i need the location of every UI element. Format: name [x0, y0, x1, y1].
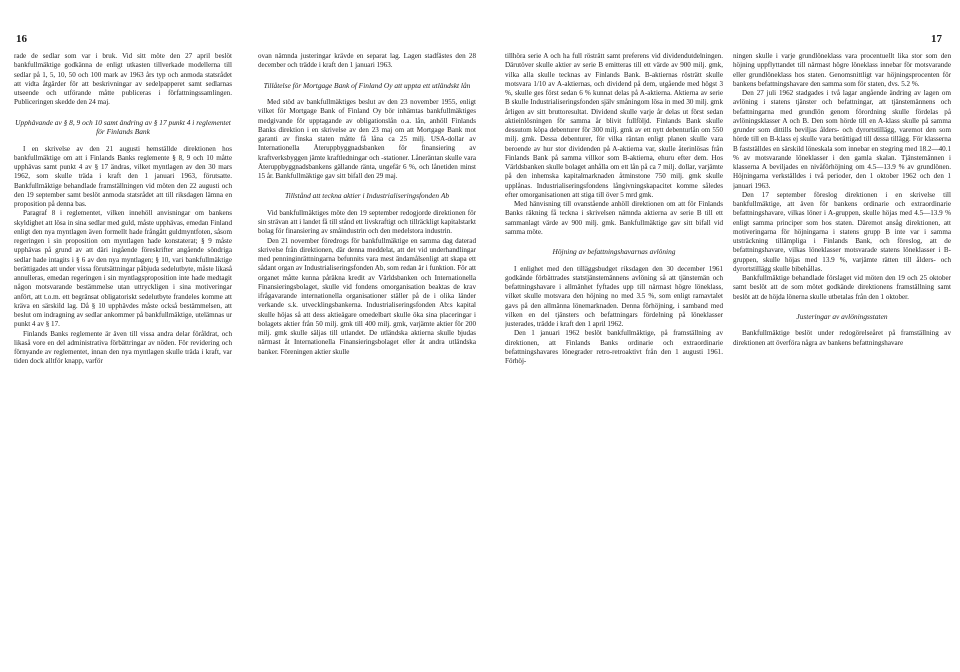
paragraph: Vid bankfullmäktiges möte den 19 september redogjorde direktionen för sin strävan att i landet få till stånd ett livskraftigt och tillräckligt kapitalstarkt bolag för finansiering av småindustrin och den medelstora industrin.: [258, 208, 476, 236]
section-heading: Höjning av befattningshavarnas avlöning: [552, 247, 676, 256]
paragraph: Paragraf 8 i reglementet, vilken innehöll anvisningar om bankens skyldighet att lösa in sina sedlar med guld, måste upphävas, emedan Finland enligt den nya myntlagen även formellt hade frångått guldmyntfoten, såsom regeringen i sin proposition om myntlagen hade konstaterat; § 9 måste upphävas på grund av att däri ingående föreskrifter angående söndriga sedlar hade intagits i § 6 av den nya myntlagen; § 10, vari bankfullmäktige berättigades att under vissa förutsättningar påbjuda sedelutbyte, måste likaså annulleras, emedan regeringen i sin myntlagsproposition inte hade medtagit någon motsvarande bestämmelse utan uttryckligen i sina motiveringar anfört, att t.o.m. ett begränsat obligatoriskt sedelutbyte frandeles komme att kräva en särskild lag. Då § 10 upphävdes måste också bestämmelsen, att beslut om indragning av sedlar ankommer på bankfullmäktige, utelämnas ur punkt 4 av § 17.: [14, 209, 232, 329]
paragraph: I enlighet med den tilläggsbudget riksdagen den 30 december 1961 godkände förbättrades statstjänstemännens avlöning så att tjänstemän och befattningshavare i allmänhet fyftades upp till närmast högre löneklass, vilket skulle motsvara den höjning no med 3.5 %, som enligt ramavtalet gavs på den allmänna lönemarknaden. Denna förhöjning, i samband med vilken en del tjänsters och befattningars fördelning på löneklasser justerades, trädde i kraft den 1 april 1962.: [505, 264, 723, 328]
paragraph: ovan nämnda justeringar krävde en separat lag. Lagen stadfästes den 28 december och trädde i kraft den 1 januari 1963.: [258, 52, 476, 70]
paragraph: Med stöd av bankfullmäktiges beslut av den 23 november 1955, enligt vilket för Mortgage Bank of Finland Oy bör inhämtas bankfullmäktiges medgivande för upptagande av obligationslån o.a. lån, anhöll Finlands Banks direktion i en skrivelse av den 23 maj om att Mortgage Bank mot garanti av finska staten måtte få låna ca 25 milj. USA-dollar av Internationella Återuppbyggnadsbanken för finansiering av kraftverksbyggen jämte kraftledningar och -stationer. Låneräntan skulle vara Återuppbyggnadsbankens gällande ränta, ungefär 6 %, och lånetiden minst 15 år. Bankfullmäktige gav sitt bifall den 29 maj.: [258, 98, 476, 180]
paragraph: Den 1 januari 1962 beslöt bankfullmäktige, på framställning av direktionen, att Finlands Banks ordinarie och extraordinarie befattningshavares lönegrader retro-retroaktivt från den 1 augusti 1961. Förhöj-: [505, 329, 723, 365]
paragraph: Den 27 juli 1962 stadgades i två lagar angående ändring av lagen om avlöning i statens tjänster och befattningar, att tjänstemännens och befattningarna med grundlön genom förordning skulle fördelas på avlöningsklasser A och B. Den som hörde till en A-klass skulle på samma grunder som dittills beviljas ålders- och dyrortstillägg, varemot den som hörde till en B-klass ej skulle vara berättigad till dessa tillägg. För klasserna B fastställdes en särskild löneskala som innebar en stegring med 18.2—40.1 % av motsvarande löneklasser i den gamla skalan. Tjänstemännen i klasserna A beviljades en nivåförhöjning om 4.5—13.9 % av grundlönen. Höjningarna verkställdes i två perioder, den 1 oktober 1962 och den 1 januari 1963.: [733, 89, 951, 190]
paragraph: rade de sedlar som var i bruk. Vid sitt möte den 27 april beslöt bankfullmäktige godkänna de enligt utkasten tillverkade modellerna till sedlar på 1, 5, 10, 50 och 100 mark av 1963 års typ och anmoda statsrådet att vidta åtgärder för att beskrivningar av sedelpapperet samt sedlarnas utseende och utförande måtte publiceras i författningssamlingen. Publiceringen skedde den 24 maj.: [14, 52, 232, 107]
section-heading: Upphävande av § 8, 9 och 10 samt ändring av § 17 punkt 4 i reglementet för Finlands Bank: [15, 117, 231, 136]
section-heading: Tillåtelse för Mortgage Bank of Finland Oy att uppta ett utländskt lån: [263, 80, 471, 90]
text-column-3: [505, 52, 723, 664]
paragraph: Bankfullmäktige beslöt under redogörelseåret på framställning av direktionen att överföra några av bankens befattningshavare: [733, 329, 951, 347]
paragraph: I en skrivelse av den 21 augusti hemställde direktionen hos bankfullmäktige om att i Finlands Banks reglemente § 8, 9 och 10 måtte upphävas samt punkt 4 av § 17 ändras, vilket myntlagen av den 30 mars 1962, som skulle träda i kraft den 1 januari 1963, förutsatte. Bankfullmäktige behandlade framställningen vid möten den 22 augusti och den 19 september samt beslöt anmoda statsrådet att till riksdagen lämna en proposition på denna bas.: [14, 144, 232, 208]
section-heading: Tillstånd att teckna aktier i Industrialiseringsfonden Ab: [284, 191, 450, 201]
paragraph: Bankfullmäktige behandlade förslaget vid möten den 19 och 25 oktober samt beslöt att de som mötet godkände direktionens framställning samt beslöt att de höjda lönerna skulle utbetalas från den 1 oktober.: [733, 274, 951, 301]
section-heading: Justeringar av avlöningsstaten: [796, 311, 888, 321]
paragraph: Den 21 november föredrogs för bankfullmäktige en samma dag daterad skrivelse från direktionen, där denna meddelat, att det vid underhandlingar med penninginrättningarna befunnits vara mest ändamålsenligt att skapa ett sådant organ av Industrialiseringsfonden Ab, som redan är i funktion. För att organet måtte kunna påräkna kredit av Världsbanken och Internationella Finansieringsbolaget, skulle vid fondens omorganisation beaktas de krav ifrågavarande internationella organisationer ställer på de i olika länder verkande s.k. utvecklingsbankerna. Industrialiseringsfonden Ab:s kapital skulle höjas så att dess aktieägare omedelbart skulle öka sina placeringar i bolagets aktier från 50 milj. gmk till 400 milj. gmk, varjämte aktier för 200 milj. gmk skulle säljas till utlandet. De utländska aktierna skulle bjudas närmast åt Internationella Finansieringsbolaget eller åt andra utländska banker. Föreningen aktier skulle: [258, 236, 476, 356]
text-column-2: [258, 52, 476, 664]
paragraph: ningen skulle i varje grundlöneklass vara procentuellt lika stor som den höjning uppflyttandet till närmast högre löneklass innebar för motsvarande eller grundlöneklass hos staten. Genomsnittligt var höjningsprocenten för bankens befattningshavare den samma som för staten, dvs. 5.2 %.: [733, 52, 951, 88]
text-column-1: [14, 52, 232, 664]
text-column-4: [733, 52, 951, 664]
paragraph: Den 17 september föreslog direktionen i en skrivelse till bankfullmäktige, att även för bankens ordinarie och extraordinarie befattningshavare, vilkas löner i A-gruppen, skulle höjas med 4.5—13.9 % enligt samma principer som hos staten. Däremot ansåg direktionen, att motiveringarna för höjningarna i statens grupp B inte var i samma utsträckning tillämpliga i Finlands Bank, och föreslog, att de befattningshavare, vilkas löneklasser motsvarade statens löneklasser i B-gruppen, skulle höjas med 13.9 %, varjämte rätten till ålders- och dyrortstillägg skulle bibehållas.: [733, 190, 951, 273]
page-number-right: 17: [931, 33, 942, 45]
paragraph: Med hänvisning till ovanstående anhöll direktionen om att för Finlands Banks räkning få teckna i skrivelsen nämnda aktierna av serie B till ett sammanlagt värde av 900 milj. gmk. Bankfullmäktige gav sitt bifall vid samma möte.: [505, 200, 723, 236]
paragraph: Finlands Banks reglemente är även till vissa andra delar föråldrat, och likaså vore en del administrativa förbättringar av nöden. För revidering och förnyande av reglementet, innan den nya myntlagen skulle träda i kraft, var tiden dock alltför knapp, varför: [14, 329, 232, 366]
paragraph: tillhöra serie A och ha full rösträtt samt preferens vid dividendutdelningen. Därutöver skulle aktier av serie B emitteras till ett värde av 900 milj. gmk, vilka alla skulle tecknas av Finlands Bank. B-aktiernas rösträtt skulle motsvara 1/10 av A-aktiernas, och dividend på dem, utgående med högst 3 %, skulle ges först sedan 6 % kunnat delas på A-aktierna. Aktierna av serie B skulle Industrialiseringsfonden själv småningom lösa in med 30 milj. gmk årligen av sitt bruttoresultat. Dividend skulle varje år delas ut först sedan aktieinlösningen för samma år blivit fullföljd. Finlands Bank skulle dessutom köpa debenturer för 300 milj. gmk av ett nytt debenturlån om 550 milj. gmk. Dessa debenturer, för vilka räntan enligt planen skulle vara beroende av hur stor dividenden på A-aktierna var, skulle återinlösas från Finlands Bank på samma villkor som B-aktierna, ehuru efter dem. Hos Världsbanken skulle bolaget anhålla om ett lån på ca 7 milj. dollar, varjämte på den inhemska kapitalmarknaden åtminstone 750 milj. gmk skulle upplånas. Industrialiseringsfondens långivningskapacitet komme således efter omorganisationen att stiga till över 5 mrd gmk.: [505, 52, 723, 199]
page-number-left: 16: [16, 33, 27, 45]
